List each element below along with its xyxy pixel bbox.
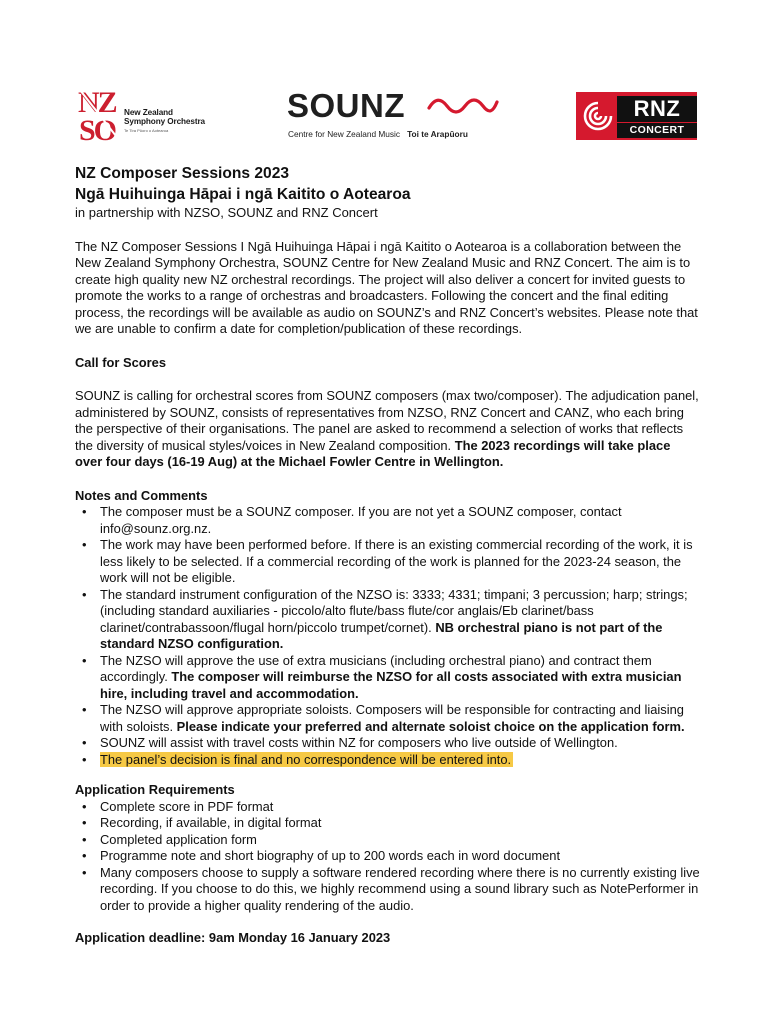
note-text: The NZSO will approve appropriate soloists. Composers will be responsible for contracting and liaising with soloists.: [100, 702, 684, 734]
nzso-name: [124, 109, 205, 126]
list-item: [100, 587, 700, 653]
rnz-wordmark: RNZ: [617, 96, 697, 122]
sounz-logo: [287, 89, 502, 143]
note-bold: NB orchestral piano is not part of the standard NZSO configuration.: [100, 619, 663, 651]
list-item: • Recording, if available, in digital format: [100, 815, 700, 832]
svg-text:NZ: NZ: [78, 86, 116, 119]
sound-wave-icon: [427, 96, 499, 116]
svg-text:SO: SO: [79, 114, 116, 142]
call-for-scores-paragraph: [75, 388, 700, 471]
rnz-concert-logo: [576, 92, 697, 140]
list-item: • Completed application form: [100, 832, 700, 849]
call-for-scores-heading: Call for Scores: [75, 354, 166, 370]
list-item: • Programme note and short biography of up to 200 words each in word document: [100, 848, 700, 865]
rnz-concert-label: CONCERT: [617, 123, 697, 138]
highlighted-note: The panel’s decision is final and no correspondence will be entered into.: [100, 751, 512, 767]
sounz-tagline-mi: Toi te Arapūoru: [407, 129, 468, 139]
sounz-wordmark: SOUNZ: [287, 87, 405, 124]
note-text: The standard instrument configuration of the NZSO is: 3333; 4331; timpani; 3 percussion; harp; strings; (including standard auxiliaries - piccolo/alto flute/bass flute/cor anglais/Eb clarinet/bass clarinet/contrabassoon/flugal horn/piccolo trumpet/cornet).: [100, 586, 688, 635]
highlighted-list-item: [100, 752, 700, 769]
list-item: • Many composers choose to supply a software rendered recording where there is no currently existing live recording. If you choose to do this, we highly recommend using a sound library such as NotePerformer in order to provide a higher quality rendering of the audio.: [100, 865, 700, 915]
note-text: SOUNZ will assist with travel costs within NZ for composers who live outside of Wellington.: [100, 735, 618, 750]
note-text: The NZSO will approve the use of extra musicians (including orchestral piano) and contract them accordingly.: [100, 652, 652, 684]
call-text: SOUNZ is calling for orchestral scores from SOUNZ composers (max two/composer). The adjudication panel, administered by SOUNZ, consists of representatives from NZSO, RNZ Concert and CANZ, who each bring the perspective of their organisations. The panel are asked to recommend a selection of works that reflects the diversity of musical styles/voices in New Zealand composition.: [75, 388, 699, 453]
note-text: The composer must be a SOUNZ composer. If you are not yet a SOUNZ composer, contact info@sounz.org.nz.: [100, 504, 622, 536]
notes-heading: Notes and Comments: [75, 487, 208, 503]
requirements-list: [75, 799, 700, 915]
recording-dates-note: The 2023 recordings will take place over four days (16-19 Aug) at the Michael Fowler Centre in Wellington.: [75, 437, 671, 469]
list-item: [100, 702, 700, 735]
application-deadline: Application deadline: 9am Monday 16 January 2023: [75, 930, 391, 945]
list-item: • Complete score in PDF format: [100, 799, 700, 816]
list-item: [100, 504, 700, 537]
nzso-name-line1: New Zealand: [124, 108, 173, 117]
page-title: NZ Composer Sessions 2023: [75, 165, 290, 182]
intro-paragraph: The NZ Composer Sessions I Ngā Huihuinga Hāpai i ngā Kaitito o Aotearoa is a collaboration between the New Zealand Symphony Orchestra, SOUNZ Centre for New Zealand Music and RNZ Concert. The aim is to create high quality new NZ orchestral recordings. The project will also deliver a concert for invited guests to promote the works to a range of orchestras and broadcasters. Following the concert and the final editing process, the recordings will be available as audio on SOUNZ’s and RNZ Concert’s websites. Please note that we are unable to confirm a date for completion/publication of these recordings.: [75, 238, 698, 336]
requirements-heading: Application Requirements: [75, 782, 235, 797]
document-body: [75, 163, 700, 947]
nzso-logo: [76, 86, 226, 142]
rnz-ear-icon: [582, 100, 614, 132]
partnership-line: in partnership with NZSO, SOUNZ and RNZ Concert: [75, 205, 378, 220]
nzso-name-line2: Symphony Orchestra: [124, 116, 206, 126]
notes-list: [75, 504, 700, 768]
list-item: [100, 735, 700, 752]
page-title-maori: Ngā Huihuinga Hāpai i ngā Kaitito o Aotearoa: [75, 186, 411, 203]
note-bold: Please indicate your preferred and alternate soloist choice on the application form.: [176, 718, 685, 734]
sounz-tagline: [288, 129, 468, 139]
list-item: [100, 653, 700, 703]
nzso-monogram-icon: [76, 86, 122, 142]
sounz-tagline-en: Centre for New Zealand Music: [288, 129, 401, 139]
nzso-subtitle: Te Tira Pūoro o Aotearoa: [124, 128, 169, 133]
list-item: [100, 537, 700, 587]
note-text: The work may have been performed before. If there is an existing commercial recording of the work, it is less likely to be selected. If a commercial recording of the work is planned for the 2023-24 season, the work will not be eligible.: [100, 537, 693, 585]
note-bold: The composer will reimburse the NZSO for all costs associated with extra musician hire, including travel and accommodation.: [100, 669, 682, 701]
